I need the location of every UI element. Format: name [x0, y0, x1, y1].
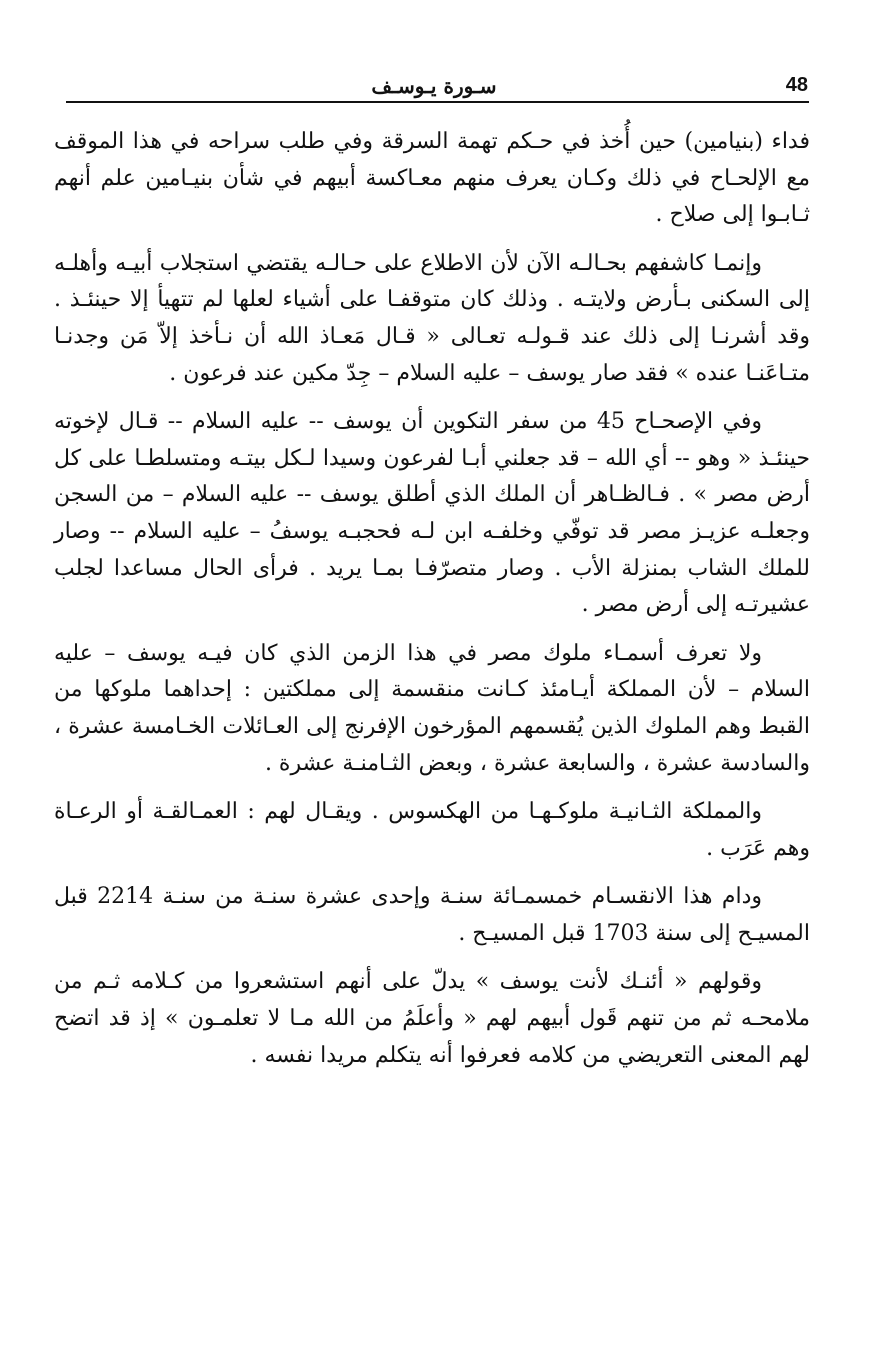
paragraph: وقولهم « أئنـك لأنت يوسف » يدلّ على أنهم استشعروا من كـلامه ثـم من ملامحـه ثم من تنهم قَول أبيهم لهم « وأعلَمُ من الله مـا لا تعلمـون » إذ قد اتضح لهم المعنى التعريضي من كلامه فعرفوا أنه يتكلم مريدا نفسه .	[54, 969, 810, 1068]
header-rule	[66, 101, 809, 103]
paragraph: وإنمـا كاشفهم بحـالـه الآن لأن الاطلاع على حـالـه يقتضي استجلاب أبيـه وأهلـه إلى السكنى بـأرض ولايتـه . وذلك كان متوقفـا على أشياء لعلها لم تتهيأ إلا حينئـذ . وقد أشرنـا إلى ذلك عند قـولـه تعـالى « قـال مَعـاذ الله أن نـأخذ إلاّ مَن وجدنـا متـاعَنـا عنده » فقد صار يوسف – عليه السلام – جِدّ مكين عند فرعون .	[54, 250, 810, 386]
page-number: 48	[785, 74, 808, 96]
paragraph: والمملكة الثـانيـة ملوكـهـا من الهكسوس . ويقـال لهم : العمـالقـة أو الرعـاة وهم عَرَب .	[54, 799, 810, 861]
paragraph: ولا تعرف أسمـاء ملوك مصر في هذا الزمن الذي كان فيـه يوسف – عليه السلام – لأن المملكة أيـامئذ كـانت منقسمة إلى مملكتين : إحداهما ملوكها من القبط وهم الملوك الذين يُقسمهم المؤرخون الإفرنج إلى العـائلات الخـامسة عشرة ، والسادسة عشرة ، والسابعة عشرة ، وبعض الثـامنـة عشرة .	[54, 640, 810, 776]
body-text	[54, 124, 810, 1086]
paragraph: ودام هذا الانقسـام خمسمـائة سنـة وإحدى عشرة سنـة من سنـة 2214 قبل المسيـح إلى سنة 1703 قبل المسيـح .	[54, 884, 810, 946]
page-header	[60, 64, 808, 104]
paragraph: فداء (بنيامين) حين أُخذ في حـكم تهمة السرقة وفي طلب سراحه في هذا الموقف مع الإلحـاح في ذلك وكـان يعرف منهم معـاكسة أبيهم في شأن بنيـامين علم أنهم ثـابـوا إلى صلاح .	[54, 129, 810, 228]
running-title: سـورة يـوسـف	[371, 74, 497, 98]
paragraph: وفي الإصحـاح 45 من سفر التكوين أن يوسف -- عليه السلام -- قـال لإخوته حينئـذ « وهو -- أي الله – قد جعلني أبـا لفرعون وسيدا لـكل بيتـه ومتسلطـا على كل أرض مصر » . فـالظـاهر أن الملك الذي أطلق يوسف -- عليه السلام – من السجن وجعلـه عزيـز مصر قد توفّي وخلفـه ابن لـه فحجبـه يوسفُ – عليه السلام -- وصار للملك الشاب بمنزلة الأب . وصار متصرّفـا بمـا يريد . فرأى الحال مساعدا لجلب عشيرتـه إلى أرض مصر .	[54, 409, 810, 618]
